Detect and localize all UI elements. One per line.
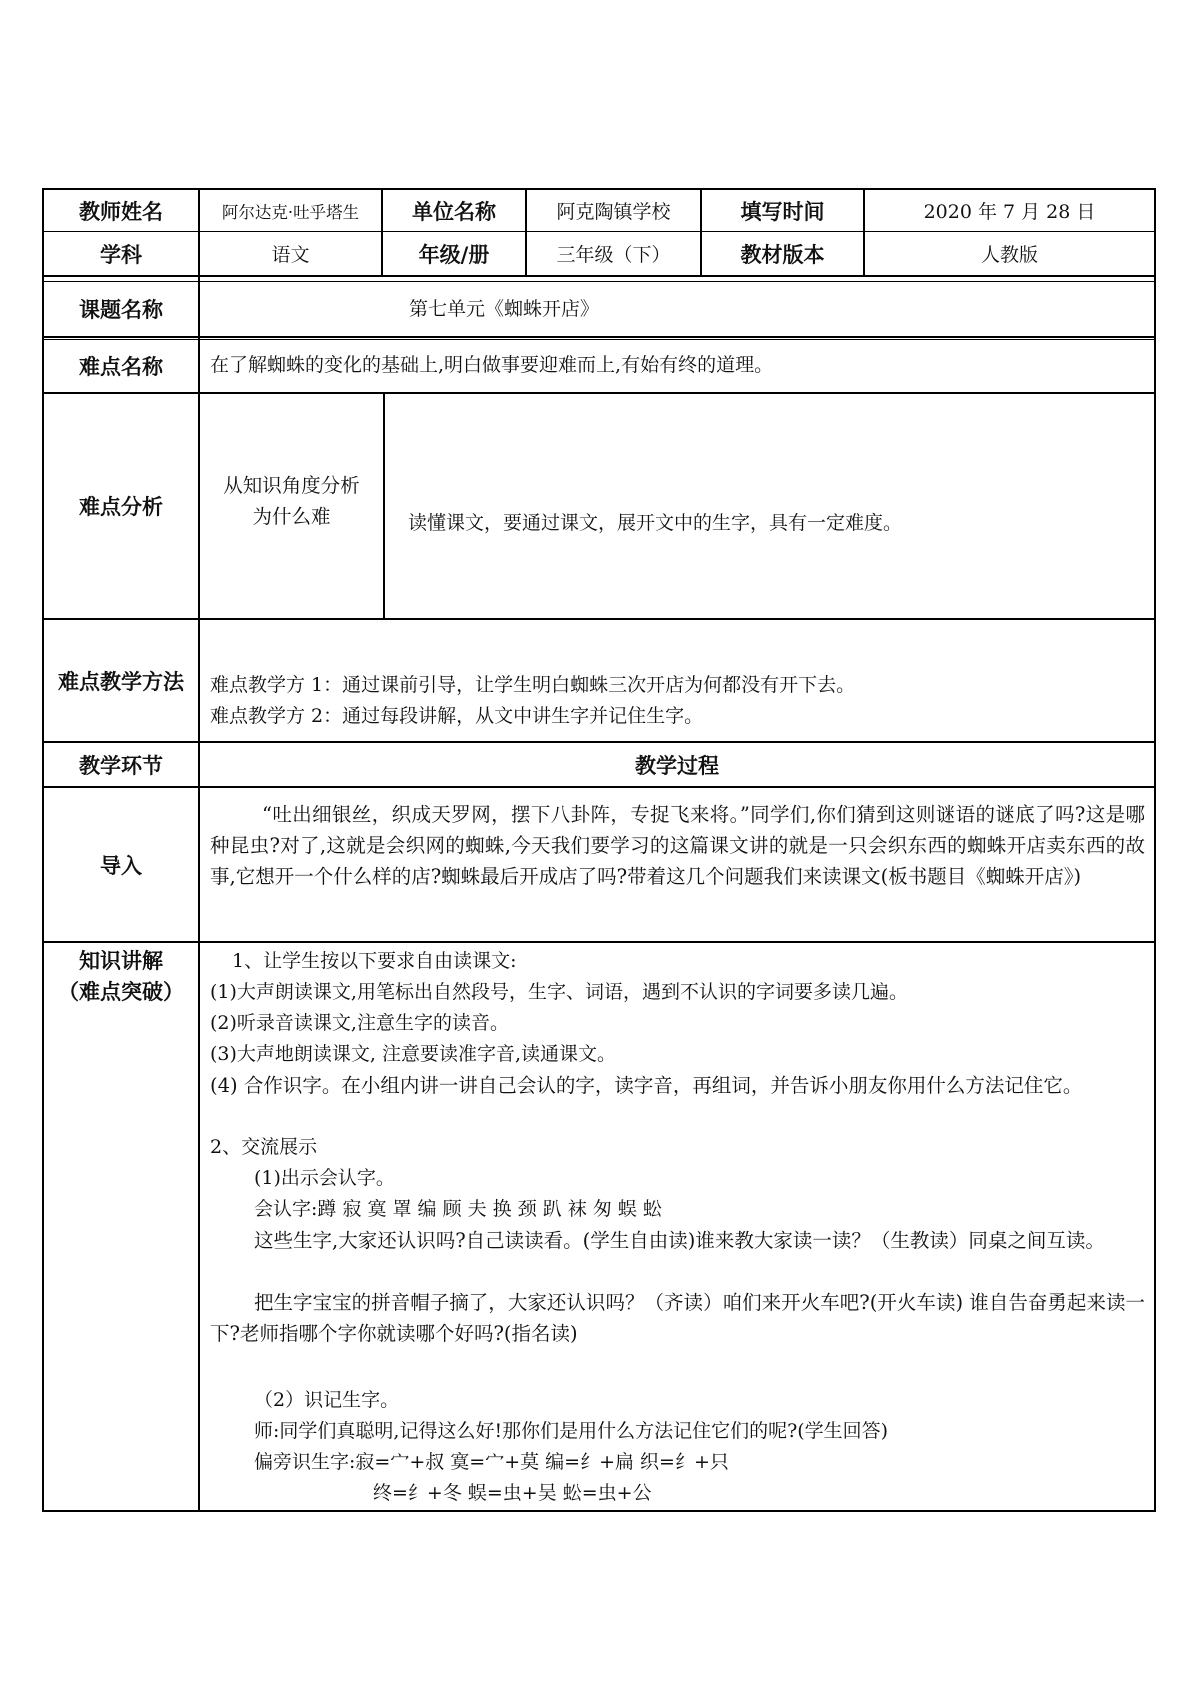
difficulty-label: 难点名称 <box>79 355 163 379</box>
row-divider <box>42 618 1156 620</box>
analysis-sub-line2: 为什么难 <box>252 505 331 528</box>
analysis-value: 读懂课文，要通过课文，展开文中的生字，具有一定难度。 <box>408 512 903 534</box>
row-divider <box>42 281 1156 282</box>
analysis-label: 难点分析 <box>79 495 163 519</box>
process-label: 教学过程 <box>635 753 719 778</box>
knowledge-item3: (3)大声地朗读课文, 注意要读准字音,读通课文。 <box>210 1043 617 1065</box>
method-line2: 难点教学方 2：通过每段讲解，从文中讲生字并记住生字。 <box>210 705 704 727</box>
table-border-right <box>1154 188 1156 1512</box>
row-divider <box>42 339 1156 340</box>
row-divider <box>42 275 1156 277</box>
knowledge-label-line2: （难点突破） <box>58 980 184 1004</box>
method-label: 难点教学方法 <box>58 669 184 694</box>
fill-time-label: 填写时间 <box>740 199 825 224</box>
difficulty-value: 在了解蜘蛛的变化的基础上,明白做事要迎难而上,有始有终的道理。 <box>210 354 774 376</box>
edition-value: 人教版 <box>980 244 1038 266</box>
row-divider <box>42 336 1156 338</box>
knowledge-label <box>44 946 198 1016</box>
stage-label: 教学环节 <box>79 753 163 778</box>
analysis-sub-label <box>200 470 383 540</box>
knowledge-label-line1: 知识讲解 <box>79 949 163 973</box>
analysis-sub-line1: 从知识角度分析 <box>223 474 360 497</box>
intro-label: 导入 <box>100 853 142 878</box>
col-divider <box>383 392 385 620</box>
row-divider <box>42 786 1156 788</box>
knowledge-teacher: 师:同学们真聪明,记得这么好!那你们是用什么方法记住它们的呢?(学生回答) <box>254 1420 889 1442</box>
grade-label: 年级/册 <box>418 242 490 267</box>
knowledge-step2: 2、交流展示 <box>210 1136 318 1158</box>
knowledge-item4: (4) 合作识字。在小组内讲一讲自己会认的字，读字音，再组词，并告诉小朋友你用什么方法记住它。 <box>210 1074 1083 1097</box>
col-divider <box>198 188 200 1512</box>
knowledge-para1: 这些生字,大家还认识吗?自己读读看。(学生自由读)谁来教大家读一读？（生教读）同桌之间互读。 <box>254 1229 1105 1252</box>
knowledge-sub1: (1)出示会认字。 <box>254 1167 395 1189</box>
fill-time-value: 2020 年 7 月 28 日 <box>923 201 1096 223</box>
knowledge-radical1: 偏旁识生字:寂=宀+叔 寞=宀+莫 编=纟+扁 织=纟+只 <box>254 1451 729 1473</box>
knowledge-item2: (2)听录音读课文,注意生字的读音。 <box>210 1012 509 1034</box>
teacher-name-value: 阿尔达克·吐乎塔生 <box>221 202 360 222</box>
row-divider <box>42 941 1156 943</box>
method-line1: 难点教学方 1：通过课前引导，让学生明白蜘蛛三次开店为何都没有开下去。 <box>210 674 856 696</box>
knowledge-chars: 会认字:蹲 寂 寞 罩 编 顾 夫 换 颈 趴 袜 匆 蜈 蚣 <box>254 1198 662 1220</box>
knowledge-para2: 把生字宝宝的拼音帽子摘了，大家还认识吗？（齐读）咱们来开火车吧?(开火车读) 谁自告奋勇起来读一下?老师指哪个字你就读哪个好吗?(指名读) <box>210 1291 1145 1345</box>
unit-name-value: 阿克陶镇学校 <box>556 201 671 223</box>
teacher-name-label: 教师姓名 <box>79 199 163 224</box>
grade-value: 三年级（下） <box>556 244 671 266</box>
table-border-bottom <box>42 1510 1156 1512</box>
subject-label: 学科 <box>100 242 142 267</box>
knowledge-radical2: 终=纟+冬 蜈=虫+吴 蚣=虫+公 <box>373 1482 652 1504</box>
row-divider <box>42 392 1156 394</box>
edition-label: 教材版本 <box>740 242 825 267</box>
subject-value: 语文 <box>271 244 310 266</box>
knowledge-item1: (1)大声朗读课文,用笔标出自然段号，生字、词语，遇到不认识的字词要多读几遍。 <box>210 981 908 1003</box>
topic-label: 课题名称 <box>79 298 163 322</box>
intro-text: “吐出细银丝，织成天罗网，摆下八卦阵，专捉飞来将。”同学们,你们猜到这则谜语的谜底了吗?这是哪种昆虫?对了,这就是会织网的蜘蛛,今天我们要学习的这篇课文讲的就是一只会织东西的蜘蛛开店卖东西的故事,它想开一个什么样的店?蜘蛛最后开成店了吗?带着这几个问题我们来读课文(板书题目《蜘蛛开店》) <box>210 803 1145 888</box>
unit-name-label: 单位名称 <box>412 199 496 224</box>
knowledge-sub2: （2）识记生字。 <box>254 1389 400 1411</box>
knowledge-step1: 1、让学生按以下要求自由读课文: <box>232 950 517 972</box>
topic-value: 第七单元《蜘蛛开店》 <box>409 298 600 320</box>
